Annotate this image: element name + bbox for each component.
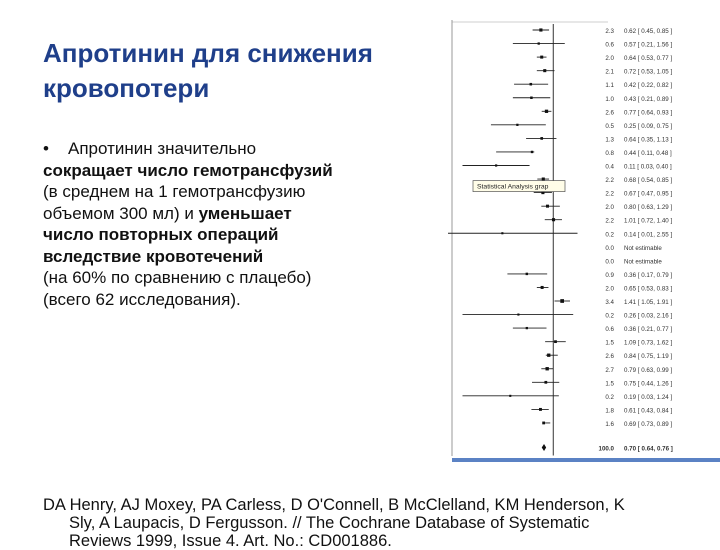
effect-estimate-text: 0.42 [ 0.22, 0.82 ] (624, 82, 673, 90)
point-estimate (509, 395, 511, 397)
effect-estimate-text: 0.64 [ 0.35, 1.13 ] (624, 136, 673, 144)
bullet-text-5: число повторных операций (43, 225, 279, 244)
weight-value: 1.3 (605, 136, 614, 144)
point-estimate (547, 354, 550, 357)
effect-estimate-text: 0.26 [ 0.03, 2.16 ] (624, 312, 673, 320)
point-estimate (545, 367, 548, 370)
weight-value: 0.6 (605, 41, 614, 49)
bullet-text-2: сокращает число гемотрансфузий (43, 160, 333, 180)
weight-value: 1.0 (605, 95, 614, 103)
effect-estimate-text: 0.44 [ 0.11, 0.48 ] (624, 149, 672, 157)
weight-value: 2.1 (605, 68, 614, 76)
bullet-text-6: вследствие кровотечений (43, 246, 264, 266)
weight-value: 0.8 (605, 149, 614, 157)
weight-value: 3.4 (605, 299, 614, 306)
total-weight: 100.0 (598, 445, 614, 453)
point-estimate (546, 205, 549, 208)
point-estimate (543, 69, 546, 72)
weight-value: 2.2 (605, 217, 614, 225)
effect-estimate-text: 0.36 [ 0.21, 0.77 ] (624, 326, 673, 334)
effect-estimate-text: 1.41 [ 1.05, 1.91 ] (624, 299, 673, 306)
bullet-text-8: (всего 62 исследования). (43, 289, 241, 309)
weight-value: 0.0 (605, 258, 614, 266)
point-estimate (526, 327, 528, 329)
forest-plot (448, 12, 720, 464)
bullet-text-4a: объемом 300 мл) и (43, 203, 199, 223)
effect-estimate-text: 0.43 [ 0.21, 0.89 ] (624, 95, 673, 103)
reference-line-2: Sly, A Laupacis, D Fergusson. // The Cochrane Database of Systematic (69, 514, 590, 532)
point-estimate (531, 151, 533, 153)
point-estimate (516, 124, 518, 126)
weight-value: 1.6 (605, 420, 614, 428)
point-estimate (538, 42, 540, 44)
point-estimate (501, 232, 503, 234)
effect-estimate-text: 0.67 [ 0.47, 0.95 ] (624, 190, 673, 198)
forest-plot-svg (448, 12, 720, 464)
effect-estimate-text: 0.19 [ 0.03, 1.24 ] (624, 393, 673, 401)
weight-value: 2.0 (605, 204, 614, 212)
bullet-text-1: Апротинин значительно (68, 139, 257, 158)
bullet-marker: • (43, 139, 49, 158)
point-estimate (517, 314, 519, 316)
weight-value: 2.6 (605, 109, 614, 117)
point-estimate (539, 408, 542, 411)
effect-estimate-text: 0.72 [ 0.53, 1.05 ] (624, 68, 673, 76)
point-estimate (554, 340, 557, 343)
point-estimate (544, 381, 547, 384)
title-line-1: Апротинин для снижения (43, 38, 373, 68)
bullet-text-7: (на 60% по сравнению с плацебо) (43, 268, 312, 287)
tooltip-label: Statistical Analysis grap (477, 183, 549, 191)
weight-value: 0.2 (605, 393, 614, 401)
weight-value: 1.8 (605, 407, 614, 415)
weight-value: 2.2 (605, 177, 614, 185)
effect-estimate-text: 0.61 [ 0.43, 0.84 ] (624, 407, 673, 415)
point-estimate (540, 56, 543, 59)
weight-value: 1.5 (605, 339, 614, 347)
weight-value: 2.7 (605, 366, 614, 374)
point-estimate (552, 218, 555, 221)
bullet-line-1 (43, 138, 423, 160)
weight-value: 0.6 (605, 326, 614, 334)
weight-value: 1.1 (605, 82, 614, 90)
effect-estimate-text: 0.77 [ 0.64, 0.93 ] (624, 109, 673, 117)
bullet-block (43, 138, 423, 310)
point-estimate (542, 422, 545, 425)
effect-estimate-text: 0.11 [ 0.03, 0.40 ] (624, 163, 672, 171)
slide-title (43, 36, 433, 106)
effect-estimate-text: 0.14 [ 0.01, 2.55 ] (624, 231, 673, 239)
effect-estimate-text: Not estimable (624, 258, 662, 266)
point-estimate (526, 273, 528, 275)
weight-value: 2.0 (605, 285, 614, 293)
weight-value: 0.4 (605, 163, 614, 171)
effect-estimate-text: Not estimable (624, 244, 662, 252)
effect-estimate-text: 0.62 [ 0.45, 0.85 ] (624, 28, 673, 35)
bullet-line-4 (43, 203, 423, 225)
effect-estimate-text: 0.64 [ 0.53, 0.77 ] (624, 55, 673, 63)
title-line-2: кровопотери (43, 73, 210, 103)
weight-value: 0.5 (605, 122, 614, 130)
point-estimate (530, 97, 533, 100)
weight-value: 2.6 (605, 353, 614, 361)
point-estimate (545, 110, 548, 113)
effect-estimate-text: 0.65 [ 0.53, 0.83 ] (624, 285, 673, 293)
effect-estimate-text: 1.09 [ 0.73, 1.62 ] (624, 339, 673, 347)
weight-value: 1.5 (605, 380, 614, 388)
weight-value: 0.2 (605, 312, 614, 320)
point-estimate (560, 299, 564, 303)
effect-estimate-text: 0.36 [ 0.17, 0.79 ] (624, 271, 673, 279)
reference-line-1: DA Henry, AJ Moxey, PA Carless, D O'Connell, B McClelland, KM Henderson, K (43, 496, 625, 514)
reference (43, 496, 703, 550)
point-estimate (539, 28, 542, 31)
bullet-text-3: (в среднем на 1 гемотрансфузию (43, 182, 306, 201)
total-estimate-text: 0.70 [ 0.64, 0.76 ] (624, 445, 673, 453)
weight-value: 2.2 (605, 190, 614, 198)
weight-value: 0.9 (605, 271, 614, 279)
effect-estimate-text: 0.84 [ 0.75, 1.19 ] (624, 353, 673, 361)
reference-line-3: Reviews 1999, Issue 4. Art. No.: CD001886. (69, 532, 392, 550)
plot-bottom-bar (452, 458, 720, 462)
effect-estimate-text: 1.01 [ 0.72, 1.40 ] (624, 217, 673, 225)
weight-value: 2.3 (605, 28, 614, 35)
effect-estimate-text: 0.79 [ 0.63, 0.99 ] (624, 366, 673, 374)
effect-estimate-text: 0.68 [ 0.54, 0.85 ] (624, 177, 673, 185)
effect-estimate-text: 0.25 [ 0.09, 0.75 ] (624, 122, 673, 130)
point-estimate (542, 178, 545, 181)
bullet-text-4b: уменьшает (198, 203, 292, 223)
weight-value: 0.2 (605, 231, 614, 239)
effect-estimate-text: 0.69 [ 0.73, 0.89 ] (624, 420, 673, 428)
effect-estimate-text: 0.75 [ 0.44, 1.26 ] (624, 380, 673, 388)
total-diamond (542, 444, 546, 451)
weight-value: 0.0 (605, 244, 614, 252)
effect-estimate-text: 0.80 [ 0.63, 1.29 ] (624, 204, 673, 212)
point-estimate (495, 164, 497, 166)
point-estimate (541, 286, 544, 289)
weight-value: 2.0 (605, 55, 614, 63)
point-estimate (530, 83, 533, 86)
effect-estimate-text: 0.57 [ 0.21, 1.56 ] (624, 41, 673, 49)
point-estimate (540, 137, 543, 140)
